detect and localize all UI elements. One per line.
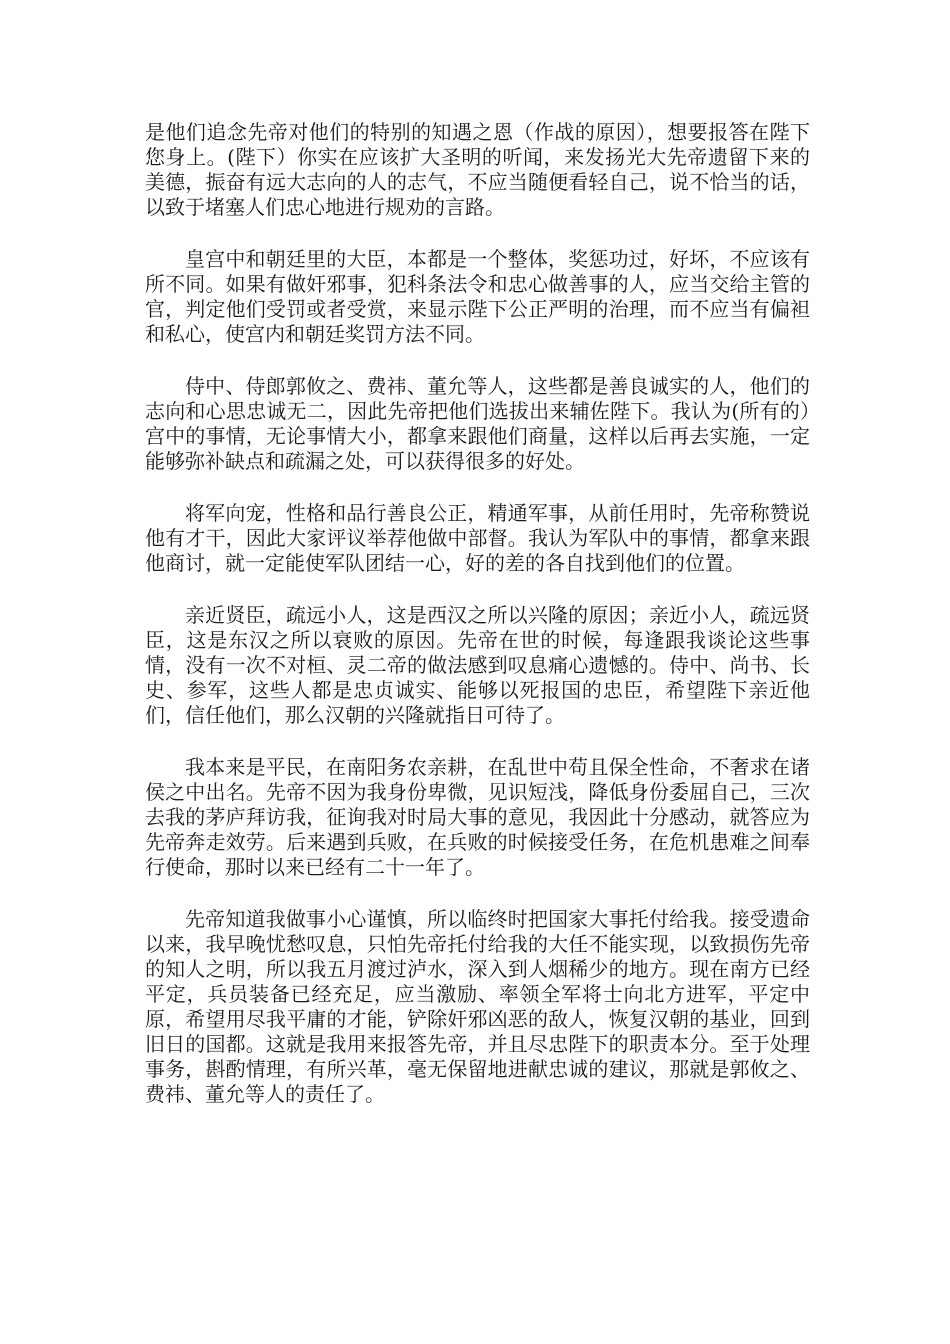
paragraph-4: 将军向宠，性格和品行善良公正，精通军事，从前任用时，先帝称赞说他有才干，因此大家评议举荐他做中部督。我认为军队中的事情，都拿来跟他商讨，就一定能使军队团结一心，好的差的各自找到他们的位置。	[145, 501, 810, 575]
paragraph-1: 是他们追念先帝对他们的特别的知遇之恩（作战的原因），想要报答在陛下您身上。(陛下）你实在应该扩大圣明的听闻，来发扬光大先帝遗留下来的美德，振奋有远大志向的人的志气，不应当随便看轻自己，说不恰当的话，以致于堵塞人们忠心地进行规劝的言路。	[145, 120, 810, 219]
paragraph-6: 我本来是平民，在南阳务农亲耕，在乱世中苟且保全性命，不奢求在诸侯之中出名。先帝不因为我身份卑微，见识短浅，降低身份委屈自己，三次去我的茅庐拜访我，征询我对时局大事的意见，我因此十分感动，就答应为先帝奔走效劳。后来遇到兵败，在兵败的时候接受任务，在危机患难之间奉行使命，那时以来已经有二十一年了。	[145, 755, 810, 879]
paragraph-5: 亲近贤臣，疏远小人，这是西汉之所以兴隆的原因；亲近小人，疏远贤臣，这是东汉之所以衰败的原因。先帝在世的时候，每逢跟我谈论这些事情，没有一次不对桓、灵二帝的做法感到叹息痛心遗憾的。侍中、尚书、长史、参军，这些人都是忠贞诚实、能够以死报国的忠臣，希望陛下亲近他们，信任他们，那么汉朝的兴隆就指日可待了。	[145, 603, 810, 727]
paragraph-7: 先帝知道我做事小心谨慎，所以临终时把国家大事托付给我。接受遗命以来，我早晚忧愁叹息，只怕先帝托付给我的大任不能实现，以致损伤先帝的知人之明，所以我五月渡过泸水，深入到人烟稀少的地方。现在南方已经平定，兵员装备已经充足，应当激励、率领全军将士向北方进军，平定中原，希望用尽我平庸的才能，铲除奸邪凶恶的敌人，恢复汉朝的基业，回到旧日的国都。这就是我用来报答先帝，并且尽忠陛下的职责本分。至于处理事务，斟酌情理，有所兴革，毫无保留地进献忠诚的建议，那就是郭攸之、费祎、董允等人的责任了。	[145, 907, 810, 1106]
paragraph-3: 侍中、侍郎郭攸之、费祎、董允等人，这些都是善良诚实的人，他们的志向和心思忠诚无二，因此先帝把他们选拔出来辅佐陛下。我认为(所有的）宫中的事情，无论事情大小，都拿来跟他们商量，这样以后再去实施，一定能够弥补缺点和疏漏之处，可以获得很多的好处。	[145, 374, 810, 473]
document-body	[145, 120, 810, 1134]
paragraph-2: 皇宫中和朝廷里的大臣，本都是一个整体，奖惩功过，好坏，不应该有所不同。如果有做奸邪事，犯科条法令和忠心做善事的人，应当交给主管的官，判定他们受罚或者受赏，来显示陛下公正严明的治理，而不应当有偏袒和私心，使宫内和朝廷奖罚方法不同。	[145, 247, 810, 346]
